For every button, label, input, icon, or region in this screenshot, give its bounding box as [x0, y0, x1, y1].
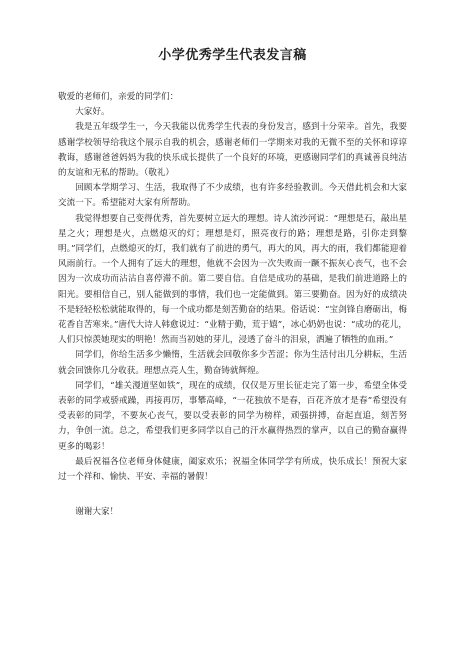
paragraph-review: 回顾本学期学习、生活，我取得了不少成绩，也有许多经验教训。今天借此机会和大家交流一下。希望能对大家有所帮助。 — [58, 183, 407, 209]
document-title: 小学优秀学生代表发言稿 — [158, 48, 307, 63]
closing-thanks: 谢谢大家！ — [75, 507, 119, 518]
paragraph-wishes: 最后祝福各位老师身体健康，阖家欢乐；祝福全体同学学有所成，快乐成长！预祝大家过一个祥和、愉快、平安、幸福的暑假！ — [58, 456, 407, 483]
paragraph-introduction: 我是五年级学生一，今天我能以优秀学生代表的身份发言，感到十分荣幸。首先，我要感谢学校领导给我这个展示自我的机会，感谢老师们一学期来对我的无微不至的关怀和谆谆教诲，感谢爸爸妈妈为我的快乐成长提供了一个良好的环境，更感谢同学们的真诚善良纯洁的友谊和无私的帮助。（敬礼） — [58, 122, 407, 179]
paragraph-greeting: 大家好。 — [75, 107, 110, 118]
paragraph-encouragement: 同学们，“雄关漫道坚如铁”，现在的成绩，仅仅是万里长征走完了第一步，希望全体受表彰的同学戒骄戒躁，再接再厉，事攀高峰，“一花独放不是春，百花齐放才是春”希望没有受表彰的同学，不要灰心丧气，要以受表彰的同学为榜样，顽强拼搏，奋起直追，刻苦努力，争创一流。总之，希望我们更多同学以自己的汗水赢得热烈的掌声，以自己的勤奋赢得更多的喝彩！ — [58, 380, 407, 452]
paragraph-ideals: 我觉得想要自己变得优秀，首先要树立远大的理想。诗人流沙河说：“理想是石，敲出星星之火；理想是火，点燃熄灭的灯；理想是灯，照亮夜行的路；理想是路，引你走到黎明。”同学们，点燃熄灭的灯，我们就有了前进的勇气，再大的风，再大的雨，我们都能迎着风雨前行。一个人拥有了远大的理想，他就不会因为一次失败而一蹶不振灰心丧气，也不会因为一次成功而沾沾自喜停滞不前。第二要自信。自信是成功的基础，是我们前进道路上的阳光。要相信自己，别人能做到的事情，我们也一定能做到。第三要勤奋。因为好的成绩决不是轻轻松松就能取得的，每一个成功都是刻苦勤奋的结果。俗话说：“宝剑锋自磨砺出，梅花香自苦寒来。”唐代大诗人韩愈说过：“业精于勤，荒于嬉”，冰心奶奶也说：“成功的花儿，人们只惊羡她现实的明艳！然而当初她的芽儿，浸透了奋斗的泪泉，洒遍了牺牲的血雨。” — [58, 213, 407, 346]
salutation: 敬爱的老师们，亲爱的同学们： — [58, 92, 179, 102]
paragraph-diligence: 同学们，你给生活多少懒惰，生活就会回敬你多少苦涩；你为生活付出几分耕耘，生活就会回馈你几分收获。理想点亮人生，勤奋铸就辉煌。 — [58, 350, 407, 376]
